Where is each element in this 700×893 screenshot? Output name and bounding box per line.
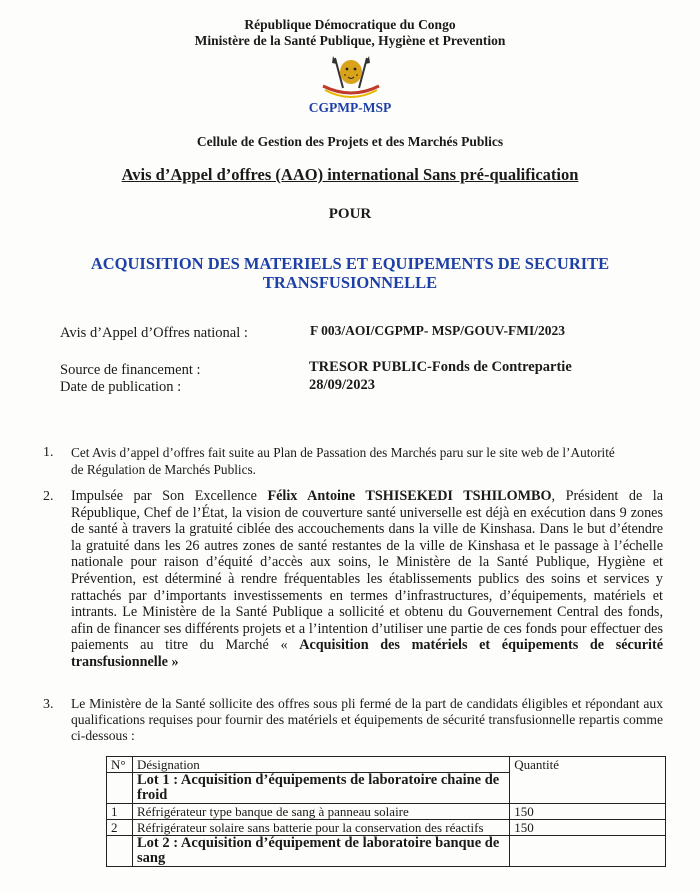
pour-label: POUR (328, 206, 372, 222)
subject-line-1: ACQUISITION DES MATERIELS ET EQUIPEMENTS DE SECURITE (90, 254, 610, 273)
ref-value: F 003/AOI/CGPMP- MSP/GOUV-FMI/2023 (310, 323, 565, 338)
ministry-name: Ministère de la Santé Publique, Hygiène et Prevention (194, 33, 506, 48)
president-name: Félix Antoine TSHISEKEDI TSHILOMBO (267, 488, 552, 504)
row-1-no: 1 (107, 804, 133, 820)
lot-2-title: Lot 2 : Acquisition d’équipement de laboratoire banque de sang (132, 836, 509, 867)
paragraph-1-number: 1. (43, 445, 54, 460)
agency-cell: Cellule de Gestion des Projets et des Marchés Publics (196, 134, 504, 149)
lot-1-row (107, 773, 666, 804)
date-label: Date de publication : (60, 379, 182, 395)
table-row (107, 804, 666, 820)
country-name: République Démocratique du Congo (244, 17, 456, 32)
lots-table (106, 756, 666, 867)
paragraph-1-line-1: Cet Avis d’appel d’offres fait suite au Plan de Passation des Marchés paru sur le site web de l’Autorité (71, 445, 615, 460)
date-value: 28/09/2023 (309, 377, 376, 393)
funding-label: Source de financement : (60, 362, 201, 378)
notice-title: Avis d’Appel d’offres (AAO) international Sans pré-qualification (121, 165, 579, 184)
subject-line-2: TRANSFUSIONNELLE (262, 273, 438, 292)
paragraph-2: Impulsée par Son Excellence Félix Antoine TSHISEKEDI TSHILOMBO, Président de la République, Chef de l’État, la vision de couverture santé universelle est déjà en exécution dans 9 zones de santé à travers la gratuité ciblée des accouchements dans la ville de Kinshasa. Dans le but d’étendre la gratuité dans les 26 autres zones de santé restantes de la ville de Kinshasa et le passage à l’échelle nationale pour raison d’équité d’accès aux soins, le Ministère de la Santé Publique, Hygiène et Prévention, est déterminé à rendre fréquentables les établissements publics des soins et services y rattachés par d’importants investissements en termes d’infrastructures, d’équipements, matériels et intrants. Le Ministère de la Santé Publique a sollicité et obtenu du Gouvernement Central des fonds, afin de financer ses différents projets et a l’intention d’utiliser une partie de ces fonds pour effectuer des paiements au titre du Marché « Acquisition des matériels et équipements de sécurité transfusionnelle » (71, 488, 664, 670)
row-1-qty: 150 (510, 804, 666, 820)
agency-acronym: CGPMP-MSP (308, 100, 392, 115)
coat-of-arms-emblem (313, 52, 389, 100)
row-2-qty: 150 (510, 820, 666, 836)
table-header-row (107, 757, 666, 773)
ref-label: Avis d’Appel d’Offres national : (60, 325, 248, 341)
paragraph-1-line-2: de Régulation de Marchés Publics. (71, 462, 257, 477)
col-header-designation: Désignation (132, 757, 509, 773)
row-2-designation: Réfrigérateur solaire sans batterie pour la conservation des réactifs (132, 820, 509, 836)
table-row (107, 820, 666, 836)
paragraph-3-number: 3. (43, 697, 54, 712)
col-header-no: N° (107, 757, 133, 773)
lot-1-title: Lot 1 : Acquisition d’équipements de laboratoire chaine de froid (132, 773, 509, 804)
paragraph-3: Le Ministère de la Santé sollicite des offres sous pli fermé de la part de candidats éligibles et répondant aux qualifications requises pour fournir des matériels et équipements de sécurité transfusionnelle repartis comme ci-dessous : (71, 696, 663, 743)
row-1-designation: Réfrigérateur type banque de sang à panneau solaire (132, 804, 509, 820)
funding-value: TRESOR PUBLIC-Fonds de Contrepartie (309, 359, 572, 375)
paragraph-2-number: 2. (43, 489, 54, 504)
marche-title: Acquisition des matériels et équipements de sécurité transfusionnelle » (71, 637, 663, 670)
col-header-quantite: Quantité (510, 757, 666, 773)
lot-2-row (107, 836, 666, 867)
row-2-no: 2 (107, 820, 133, 836)
